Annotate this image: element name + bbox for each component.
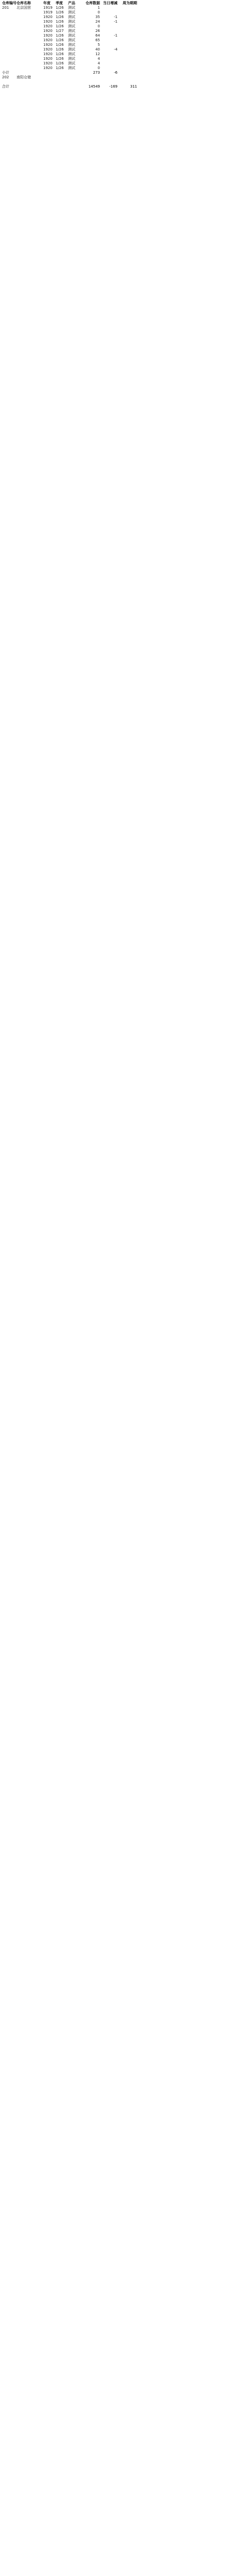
table-cell (102, 38, 117, 43)
table-cell: 1919 (43, 10, 53, 14)
column-header: 季度 (56, 1, 63, 5)
table-cell: 测试 (68, 47, 75, 52)
table-cell: 测试 (68, 10, 75, 14)
table-cell: 测试 (68, 61, 75, 65)
table-cell: 65 (95, 38, 100, 42)
table-cell (120, 29, 137, 33)
table-cell: 1/26 (56, 52, 64, 56)
table-cell (102, 6, 117, 10)
column-header: 当日增减 (103, 1, 117, 5)
table-cell: 0 (97, 24, 100, 28)
table-cell: 1920 (43, 47, 53, 52)
table-cell: -1 (114, 15, 117, 19)
table-cell (120, 57, 137, 61)
table-cell (102, 52, 117, 57)
table-cell: 测试 (68, 38, 75, 42)
total-label: 合计 (2, 84, 9, 89)
table-cell: 1/26 (56, 61, 64, 65)
table-cell: 1 (97, 6, 100, 10)
table-cell: 1920 (43, 15, 53, 19)
total-value: 311 (130, 84, 137, 89)
table-cell: -4 (114, 47, 117, 52)
table-cell: 1920 (43, 29, 53, 33)
table-cell: 12 (95, 52, 100, 56)
table-cell: 测试 (68, 15, 75, 19)
table-cell (120, 20, 137, 24)
table-cell: 4 (97, 61, 100, 65)
table-cell: 测试 (68, 29, 75, 33)
table-cell: 0 (97, 66, 100, 70)
table-cell (120, 10, 137, 15)
column-header: 仓库名称 (16, 1, 31, 5)
table-cell: 1920 (43, 38, 53, 42)
table-cell: -1 (114, 33, 117, 38)
table-cell (120, 52, 137, 57)
table-cell: 测试 (68, 57, 75, 61)
warehouse-code: 201 (2, 6, 9, 10)
table-cell: 35 (95, 15, 100, 19)
warehouse-code: 202 (2, 75, 9, 79)
table-cell (120, 15, 137, 20)
table-cell (120, 33, 137, 38)
table-cell: 1920 (43, 33, 53, 38)
table-cell: 1/26 (56, 15, 64, 19)
table-cell: 1/26 (56, 6, 64, 10)
table-cell: 1/26 (56, 24, 64, 28)
table-cell (120, 43, 137, 47)
table-cell (120, 38, 137, 43)
table-cell (102, 57, 117, 61)
total-value: -169 (109, 84, 117, 89)
table-cell: -1 (114, 20, 117, 24)
table-cell (102, 43, 117, 47)
table-cell: 1/26 (56, 10, 64, 14)
table-cell: 24 (95, 20, 100, 24)
table-cell: 1/26 (56, 38, 64, 42)
table-cell: 0 (97, 10, 100, 14)
table-cell: 26 (95, 29, 100, 33)
table-cell (120, 61, 137, 66)
table-cell: 1/26 (56, 47, 64, 52)
table-cell (102, 24, 117, 29)
table-cell: 测试 (68, 43, 75, 47)
table-cell: 1/26 (56, 20, 64, 24)
table-cell: 4 (97, 57, 100, 61)
table-cell: 测试 (68, 20, 75, 24)
table-cell (102, 10, 117, 15)
subtotal-value: 273 (93, 71, 100, 75)
table-cell: 1920 (43, 66, 53, 70)
table-cell: 64 (95, 33, 100, 38)
table-cell: 1920 (43, 61, 53, 65)
table-cell: 1/26 (56, 33, 64, 38)
total-value: 14549 (88, 84, 100, 89)
table-cell (120, 66, 137, 71)
table-cell: 测试 (68, 66, 75, 70)
warehouse-name: 北京国营 (16, 6, 31, 10)
table-cell: 1920 (43, 20, 53, 24)
table-cell: 1/26 (56, 43, 64, 47)
table-cell: 1/27 (56, 29, 64, 33)
subtotal-label: 小计 (2, 71, 9, 75)
table-cell (102, 66, 117, 71)
warehouse-name: 南阳仓储 (16, 75, 31, 79)
table-cell: 40 (95, 47, 100, 52)
table-cell: 1919 (43, 6, 53, 10)
column-header: 产品 (68, 1, 75, 5)
column-header: 周为期期 (123, 1, 137, 5)
column-header: 年度 (43, 1, 50, 5)
table-cell: 1920 (43, 52, 53, 56)
table-cell: 测试 (68, 6, 75, 10)
subtotal-value: -6 (114, 71, 117, 75)
table-cell (120, 24, 137, 29)
table-cell (120, 47, 137, 52)
column-header: 仓库编号 (2, 1, 16, 5)
table-cell: 1920 (43, 24, 53, 28)
table-cell (102, 61, 117, 66)
table-cell: 5 (97, 43, 100, 47)
table-cell: 1/26 (56, 66, 64, 70)
table-cell: 1920 (43, 57, 53, 61)
table-cell: 1/26 (56, 57, 64, 61)
table-cell: 测试 (68, 52, 75, 56)
table-cell: 测试 (68, 24, 75, 28)
column-header: 仓库数据 (86, 1, 100, 5)
subtotal-value (120, 71, 137, 75)
table-cell: 测试 (68, 33, 75, 38)
table-cell (102, 29, 117, 33)
table-cell: 1920 (43, 43, 53, 47)
table-cell (120, 6, 137, 10)
